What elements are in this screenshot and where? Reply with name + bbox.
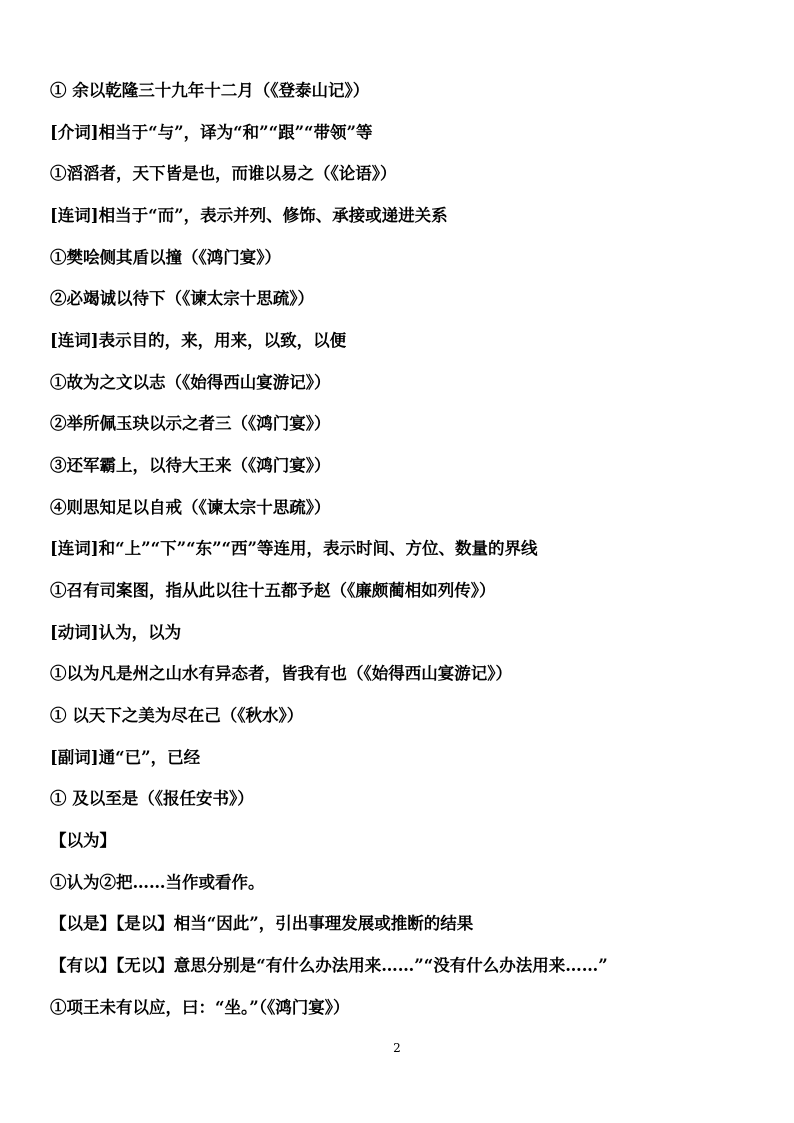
text-line: 【有以】【无以】意思分别是“有什么办法用来……”“没有什么办法用来……” xyxy=(50,956,608,975)
text-line: ①召有司案图，指从此以往十五都予赵（《廉颇蔺相如列传》） xyxy=(50,581,496,600)
text-line: ④则思知足以自戒（《谏太宗十思疏》） xyxy=(50,498,331,517)
text-line: 【以为】 xyxy=(50,831,116,850)
page-number: 2 xyxy=(393,1041,401,1055)
text-line: ①樊哙侧其盾以撞（《鸿门宴》） xyxy=(50,248,281,267)
text-line: 【以是】【是以】相当“因此”，引出事理发展或推断的结果 xyxy=(50,914,474,933)
text-line: ① 及以至是（《报任安书》） xyxy=(50,789,254,808)
text-line: ①以为凡是州之山水有异态者，皆我有也（《始得西山宴游记》） xyxy=(50,664,512,683)
text-line: ①项王未有以应，曰：“坐。”（《鸿门宴》） xyxy=(50,998,350,1017)
text-line: [动词]认为，以为 xyxy=(50,623,182,642)
text-line: ① 余以乾隆三十九年十二月（《登泰山记》） xyxy=(50,81,370,100)
text-line: ① 以天下之美为尽在己（《秋水》） xyxy=(50,706,304,725)
text-line: ①认为②把……当作或看作。 xyxy=(50,873,265,892)
text-line: ③还军霸上，以待大王来（《鸿门宴》） xyxy=(50,456,331,475)
text-line: ②必竭诚以待下（《谏太宗十思疏》） xyxy=(50,289,314,308)
text-line: [连词]相当于“而”，表示并列、修饰、承接或递进关系 xyxy=(50,206,448,225)
text-line: ②举所佩玉玦以示之者三（《鸿门宴》） xyxy=(50,414,331,433)
text-line: [连词]和“上”“下”“东”“西”等连用，表示时间、方位、数量的界线 xyxy=(50,539,538,558)
text-line: ①故为之文以志（《始得西山宴游记》） xyxy=(50,373,331,392)
text-line: ①滔滔者，天下皆是也，而谁以易之（《论语》） xyxy=(50,164,397,183)
text-line: [连词]表示目的，来，用来，以致，以便 xyxy=(50,331,347,350)
text-line: [介词]相当于“与”，译为“和”“跟”“带领”等 xyxy=(50,123,373,142)
text-line: [副词]通“已”，已经 xyxy=(50,748,201,767)
